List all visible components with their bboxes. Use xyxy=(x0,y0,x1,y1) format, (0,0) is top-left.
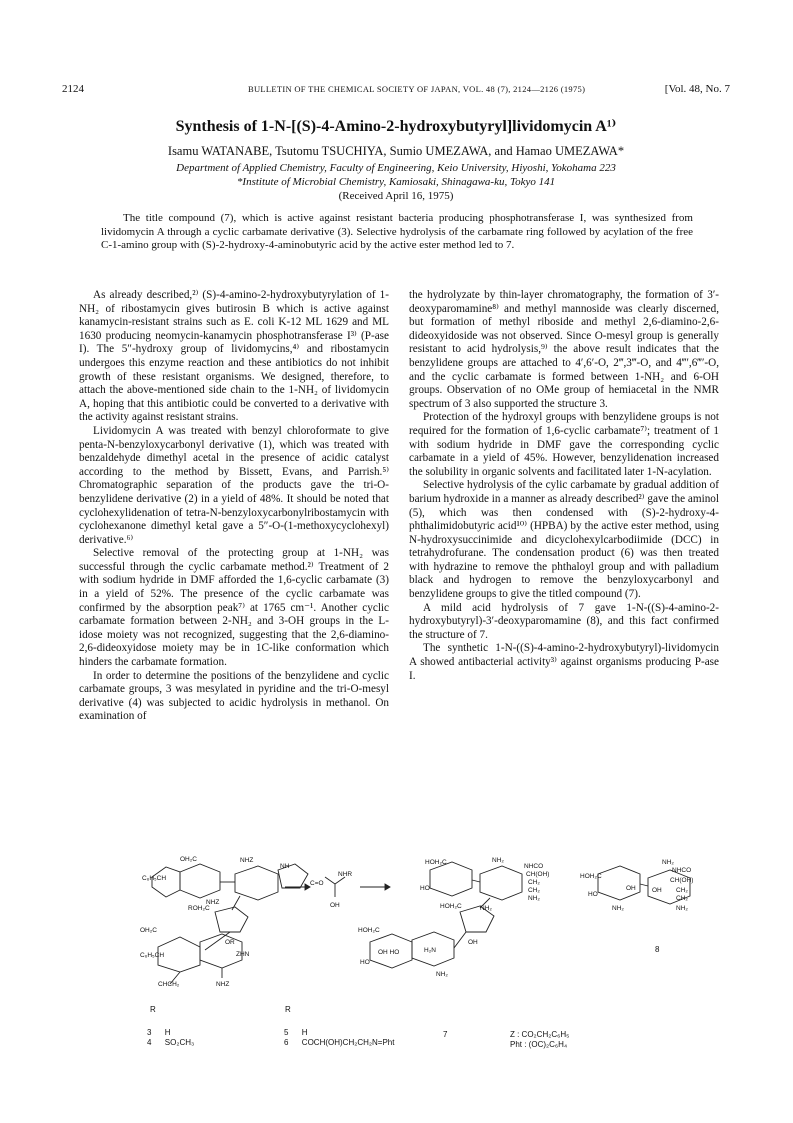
group-label: NHCO xyxy=(524,863,544,870)
group-label: C₆H₅CH xyxy=(140,952,165,959)
group-label: OH xyxy=(468,939,478,946)
group-label: NH₂ xyxy=(662,859,674,866)
substituent-header: R xyxy=(150,1005,156,1014)
group-label: OH xyxy=(626,885,636,892)
paragraph: Protection of the hydroxyl groups with benzylidene groups is not required for the formation of 1,6-cyclic carbamate⁷⁾; treatment of 1 with sodium hydride in DMF gave the corresponding cyclic carbamate in a yield of 45%. However, benzylidenation increased the solubility in organic solvents and facilitated later 1-N-acylation. xyxy=(409,411,719,478)
group-label: HOH₂C xyxy=(440,903,462,910)
group-label: NHZ xyxy=(240,857,254,864)
abbreviation-definition: Pht : (OC)₂C₆H₄ xyxy=(510,1040,568,1049)
affiliation-primary: Department of Applied Chemistry, Faculty of Engineering, Keio University, Hiyoshi, Yokohama 223 xyxy=(176,162,616,174)
body-column-right xyxy=(409,289,719,683)
group-label: HO xyxy=(360,959,370,966)
received-date: (Received April 16, 1975) xyxy=(338,190,454,202)
group-label: NHZ xyxy=(216,981,230,988)
body-column-left xyxy=(79,289,389,724)
abstract: The title compound (7), which is active against resistant bacteria producing phosphotransferase I, was synthesized from lividomycin A through a cyclic carbamate derivative (3). Selective hydrolysis of the carbamate ring followed by acylation of the free C-1-amino group with (S)-2-hydroxy-4-aminobutyric acid by the active ester method led to 7. xyxy=(101,212,693,251)
group-label: HO xyxy=(588,891,598,898)
page-number: 2124 xyxy=(62,83,84,95)
ring-shape xyxy=(430,862,472,896)
group-label: H₂N xyxy=(424,947,436,954)
paragraph: A mild acid hydrolysis of 7 gave 1-N-((S)-4-amino-2-hydroxybutyryl)-3′-deoxyparomamine (8), and this fact confirmed the structure of 7. xyxy=(409,601,719,641)
paragraph: Lividomycin A was treated with benzyl chloroformate to give penta-N-benzyloxycarbonyl derivative (1), which was treated with benzaldehyde dimethyl acetal in the presence of acidic catalyst according to the method by Bissett, Evans, and Parrish.⁵⁾ Chromatographic separation of the products gave the tri-O-benzylidene derivative (2) in a yield of 48%. It should be noted that cyclohexylidenation of tetra-N-benzyloxycarbonylribostamycin with cyclohexanone dimethyl ketal gave a 5″-O-(1-methoxycyclohexyl) derivative.⁶⁾ xyxy=(79,424,389,546)
paragraph: the hydrolyzate by thin-layer chromatography, the formation of 3′-deoxyparomamine⁸⁾ and methyl mannoside was clearly discerned, but formation of methyl riboside and methyl 2,6-diamino-2,6-dideoxyidoside was not observed. Since O-mesyl group is generally resistant to acid hydrolysis,⁹⁾ the above result indicates that the benzylidene groups are attached to 4′,6′-O, 2‴,3‴-O, and 4‴′,6‴′-O, and the cyclic carbamate is formed between 1-NH₂ and 6-OH groups. Observation of no OMe group of hemiacetal in the NMR spectrum of 3 also supported the structure 3. xyxy=(409,289,719,410)
compound-row: 5 H xyxy=(284,1028,308,1037)
group-label: CH₂ xyxy=(528,887,540,894)
group-label: NH₂ xyxy=(676,905,688,912)
reaction-scheme xyxy=(140,852,700,1032)
ring-shape xyxy=(598,866,640,900)
group-label: CHCH₂ xyxy=(158,981,180,988)
ring-shape xyxy=(152,867,180,897)
group-label: NH₂ xyxy=(480,905,492,912)
group-label: NH₂ xyxy=(492,857,504,864)
group-label: OH xyxy=(330,902,340,909)
group-label: OH₂C xyxy=(180,856,197,863)
paragraph: In order to determine the positions of the benzylidene and cyclic carbamate groups, 3 was mesylated in pyridine and the tri-O-mesyl derivative (4) was subjected to acidic hydrolysis in methanol. On examination of xyxy=(79,669,389,723)
abbreviation-definition: Z : CO₂CH₂C₆H₅ xyxy=(510,1030,570,1039)
paragraph: The synthetic 1-N-((S)-4-amino-2-hydroxybutyryl)-lividomycin A showed antibacterial activity³⁾ against organisms producing P-ase I. xyxy=(409,642,719,682)
group-label: NHCO xyxy=(672,867,692,874)
group-label: OH HO xyxy=(378,949,400,956)
paragraph: As already described,²⁾ (S)-4-amino-2-hydroxybutyrylation of 1-NH₂ of ribostamycin gives butirosin B which is active against kanamycin-resistant strains such as E. coli K-12 ML 1629 and ML 1630 producing neomycin-kanamycin phosphotransferase I³⁾ (P-ase I). The 5″-hydroxy group of lividomycins,⁴⁾ and ribostamycin undergoes this enzyme reaction and these antibiotics do not inhibit growth of these resistant organisms. We designed, therefore, to attach the above-mentioned side chain to the 1-NH₂ of lividomycin A, hoping that this antibiotic could be converted to a derivative with the activity against resistant strains. xyxy=(79,289,389,424)
ring-shape xyxy=(215,907,248,932)
volume-issue: [Vol. 48, No. 7 xyxy=(664,83,730,95)
group-label: ROH₂C xyxy=(188,905,210,912)
group-label: NH xyxy=(280,863,290,870)
compound-row: 6 COCH(OH)CH₂CH₂N=Pht xyxy=(284,1038,395,1047)
group-label: C=O xyxy=(310,880,324,887)
group-label: NH₂ xyxy=(528,895,540,902)
affiliation-secondary: *Institute of Microbial Chemistry, Kamiosaki, Shinagawa-ku, Tokyo 141 xyxy=(236,176,556,188)
journal-citation: BULLETIN OF THE CHEMICAL SOCIETY OF JAPAN, VOL. 48 (7), 2124—2126 (1975) xyxy=(248,84,586,94)
paragraph: Selective hydrolysis of the cylic carbamate by gradual addition of barium hydroxide in a manner as already described²⁾ gave the aminol (5), which was then condensed with (S)-2-hydroxy-4-phthalimidobutyric acid¹⁰⁾ (HPBA) by the active ester method, using N-hydroxysuccinimide and dicyclohexylcarbodiimide (DCC) in tetrahydrofurane. The condensation product (6) was then treated with hydrazine to remove the phthaloyl group and with palladium black and hydrogen to remove the benzyloxycarbonyl and benzylidene groups to give the titled compound (7). xyxy=(409,479,719,601)
compound-row: 4 SO₂CH₃ xyxy=(147,1038,195,1047)
author-list: Isamu WATANABE, Tsutomu TSUCHIYA, Sumio UMEZAWA, and Hamao UMEZAWA* xyxy=(167,144,625,158)
group-label: CH(OH) xyxy=(526,871,550,878)
ring-shape xyxy=(180,864,220,898)
ring-shape xyxy=(235,866,278,900)
paper-title: Synthesis of 1-N-[(S)-4-Amino-2-hydroxybutyryl]lividomycin A¹⁾ xyxy=(175,118,617,135)
group-label: HO xyxy=(420,885,430,892)
group-label: OR xyxy=(225,939,235,946)
group-label: CH₂ xyxy=(676,895,688,902)
ring-shape xyxy=(480,866,522,900)
paragraph: Selective removal of the protecting group at 1-NH₂ was successful through the cyclic carbamate method.²⁾ Treatment of 2 with sodium hydride in DMF afforded the 1,6-cyclic carbamate (3) in a yield of 52%. The presence of the cyclic carbamate was confirmed by the absorption peak⁷⁾ at 1765 cm⁻¹. Another cyclic carbamate formation between 2-NH₂ and 3-OH groups in the L-idose moiety was not recognized, suggesting that the 2,6-diamino-2,6-dideoxyidose moiety may be in 1C-like conformation which hinders the carbamate formation. xyxy=(79,547,389,669)
group-label: NH₂ xyxy=(436,971,448,978)
group-label: NHR xyxy=(338,871,353,878)
compound-label: 8 xyxy=(655,945,660,954)
compound-row: 3 H xyxy=(147,1028,171,1037)
compound-label: 7 xyxy=(443,1030,448,1039)
group-label: NH₂ xyxy=(612,905,624,912)
group-label: HOH₂C xyxy=(425,859,447,866)
group-label: HOH₂C xyxy=(580,873,602,880)
group-label: ZHN xyxy=(236,951,250,958)
ring-shape xyxy=(158,937,200,972)
group-label: CH₂ xyxy=(676,887,688,894)
substituent-header: R xyxy=(285,1005,291,1014)
group-label: CH₂ xyxy=(528,879,540,886)
group-label: NHZ xyxy=(206,899,220,906)
group-label: HOH₂C xyxy=(358,927,380,934)
group-label: OH xyxy=(652,887,662,894)
group-label: CH(OH) xyxy=(670,877,694,884)
group-label: OH₂C xyxy=(140,927,157,934)
group-label: C₆H₅CH xyxy=(142,875,167,882)
